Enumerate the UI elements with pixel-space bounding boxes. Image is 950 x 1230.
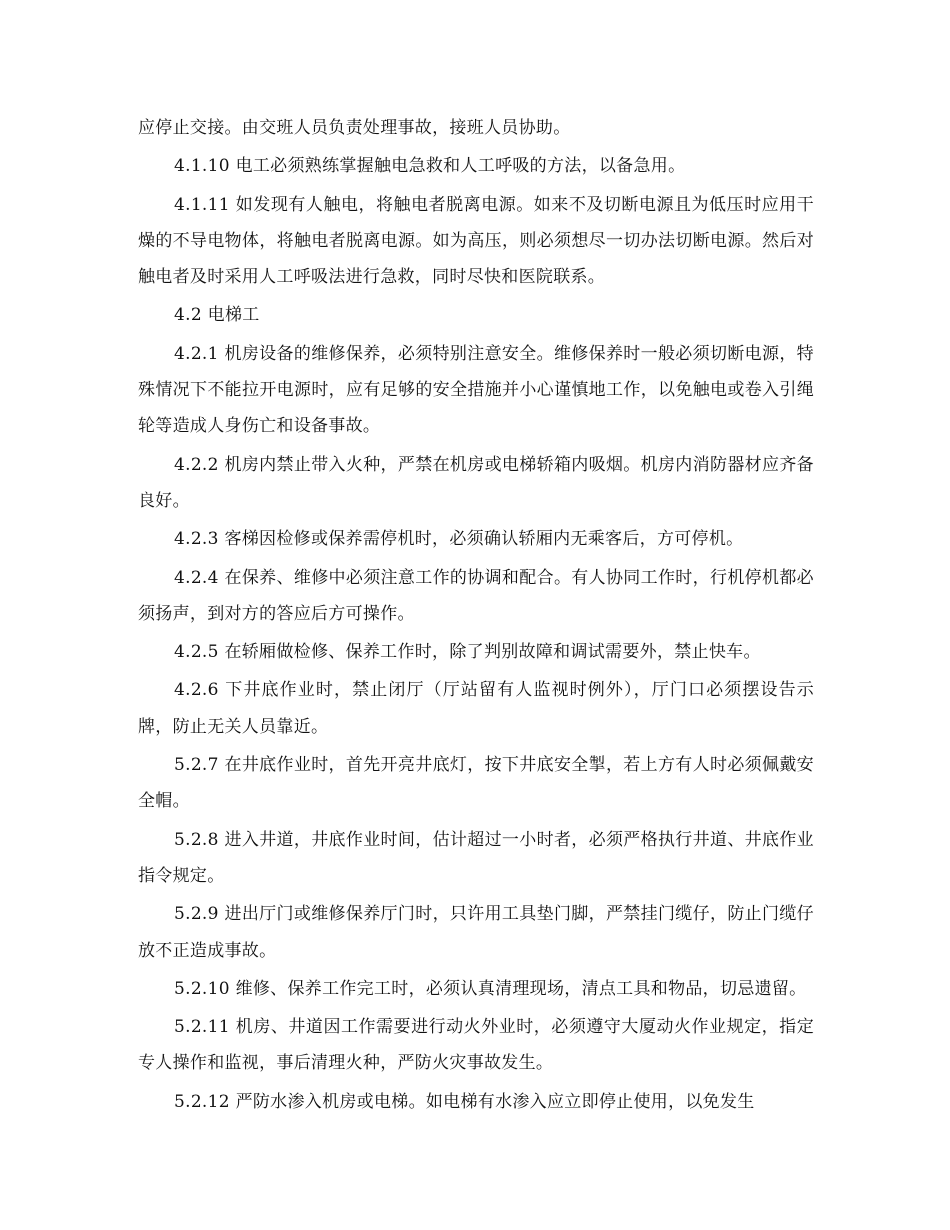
paragraph-4-2-3: 4.2.3 客梯因检修或保养需停机时，必须确认轿厢内无乘客后，方可停机。 [174, 529, 744, 550]
section-heading-4-2: 4.2 电梯工 [174, 305, 260, 326]
paragraph-5-2-7: 5.2.7 在井底作业时，首先开亮井底灯，按下井底安全掣，若上方有人时必须佩戴安全帽。 [138, 755, 814, 812]
paragraph-4-2-4: 4.2.4 在保养、维修中必须注意工作的协调和配合。有人协同工作时，行机停机都必须扬声，到对方的答应后方可操作。 [138, 567, 814, 624]
paragraph-4-1-10: 4.1.10 电工必须熟练掌握触电急救和人工呼吸的方法，以备急用。 [174, 156, 686, 177]
paragraph-4-2-1: 4.2.1 机房设备的维修保养，必须特别注意安全。维修保养时一般必须切断电源，特殊情况下不能拉开电源时，应有足够的安全措施并小心谨慎地工作，以免触电或卷入引绳轮等造成人身伤亡和设备事故。 [138, 343, 814, 437]
paragraph-continuation: 应停止交接。由交班人员负责处理事故，接班人员协助。 [138, 118, 571, 138]
paragraph-5-2-9: 5.2.9 进出厅门或维修保养厅门时，只许用工具垫门脚，严禁挂门缆仔，防止门缆仔放不正造成事故。 [138, 904, 814, 961]
paragraph-5-2-11: 5.2.11 机房、井道因工作需要进行动火外业时，必须遵守大厦动火作业规定，指定专人操作和监视，事后清理火种，严防火灾事故发生。 [138, 1017, 814, 1074]
paragraph-5-2-10: 5.2.10 维修、保养工作完工时，必须认真清理现场，清点工具和物品，切忌遗留。 [174, 978, 807, 999]
paragraph-4-1-11: 4.1.11 如发现有人触电，将触电者脱离电源。如来不及切断电源且为低压时应用干燥的不导电物体，将触电者脱离电源。如为高压，则必须想尽一切办法切断电源。然后对触电者及时采用人工呼吸法进行急救，同时尽快和医院联系。 [138, 194, 814, 288]
paragraph-4-2-2: 4.2.2 机房内禁止带入火种，严禁在机房或电梯轿箱内吸烟。机房内消防器材应齐备良好。 [138, 454, 814, 511]
paragraph-5-2-12: 5.2.12 严防水渗入机房或电梯。如电梯有水渗入应立即停止使用，以免发生 [174, 1091, 755, 1112]
paragraph-4-2-6: 4.2.6 下井底作业时，禁止闭厅（厅站留有人监视时例外），厅门口必须摆设告示牌，防止无关人员靠近。 [138, 680, 814, 737]
paragraph-4-2-5: 4.2.5 在轿厢做检修、保养工作时，除了判别故障和调试需要外，禁止快车。 [174, 642, 761, 663]
paragraph-5-2-8: 5.2.8 进入井道，井底作业时间，估计超过一小时者，必须严格执行井道、井底作业指令规定。 [138, 829, 814, 886]
document-page [138, 110, 814, 1122]
